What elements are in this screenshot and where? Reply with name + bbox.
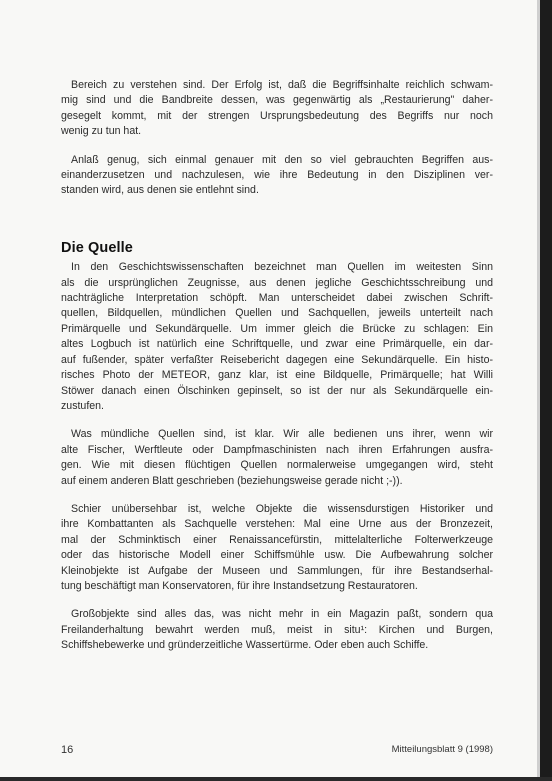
paragraph bbox=[61, 502, 493, 594]
text-line: In den Geschichtswissenschaften bezeichnet man Quellen im weitesten Sinn bbox=[71, 261, 493, 274]
text-line: Großobjekte sind alles das, was nicht mehr in ein Magazin paßt, sondern qua bbox=[71, 608, 493, 621]
text-line: ihre Kombattanten als Sachquelle verstehen: Mal eine Urne aus der Bronzezeit, bbox=[61, 518, 493, 531]
text-line: quellen, Bildquellen, mündlichen Quellen und Sachquellen, jeweils unterteilt nach bbox=[61, 307, 493, 320]
page-number: 16 bbox=[61, 744, 74, 756]
text-line: oder das historische Modell einer Schiffsmühle usw. Die Aufbewahrung solcher bbox=[61, 549, 493, 562]
scan-border-bottom bbox=[0, 777, 552, 781]
section-heading: Die Quelle bbox=[61, 239, 133, 256]
text-line: altes Logbuch ist natürlich eine Schriftquelle, und zwar eine Primärquelle, ein dar- bbox=[61, 338, 493, 351]
text-line: Anlaß genug, sich einmal genauer mit den so viel gebrauchten Begriffen aus- bbox=[71, 153, 493, 166]
article-body bbox=[61, 78, 493, 654]
text-line: auf fußender, später verfaßter Reisebericht dagegen eine Sekundärquelle. Ein histo- bbox=[61, 353, 493, 366]
paragraph bbox=[61, 153, 493, 199]
text-line: standen wird, aus denen sie entlehnt sind. bbox=[61, 184, 259, 197]
text-line: mal der Schminktisch einer Renaissancefürstin, mittelalterliche Folterwerkzeuge bbox=[61, 533, 493, 546]
text-line: Stöwer danach einen Ölschinken gepinselt, so ist der nur als Sekundärquelle ein- bbox=[61, 384, 493, 397]
text-line: Schiffshebewerke und gründerzeitliche Wassertürme. Oder eben auch Schiffe. bbox=[61, 639, 429, 652]
text-line: Bereich zu verstehen sind. Der Erfolg ist, daß die Begriffsinhalte reichlich schwam- bbox=[71, 79, 493, 91]
text-line: nachträgliche Interpretation schöpft. Man unterscheidet dabei zwischen Schrift- bbox=[61, 292, 493, 305]
text-line: Was mündliche Quellen sind, ist klar. Wir alle bedienen uns ihrer, wenn wir bbox=[71, 428, 493, 441]
text-line: einanderzusetzen und nachzulesen, wie ihre Bedeutung in den Disziplinen ver- bbox=[61, 169, 493, 182]
text-line: alte Fischer, Werftleute oder Dampfmaschinisten nach ihren Erfahrungen ausfra- bbox=[61, 443, 493, 456]
text-line: tung beschäftigt man Konservatoren, für ihre Instandsetzung Restauratoren. bbox=[61, 579, 418, 592]
scan-border-right bbox=[540, 0, 552, 781]
text-line: risches Photo der METEOR, ganz klar, ist eine Bildquelle, Primärquelle; hat Willi bbox=[61, 369, 493, 382]
text-line: gen. Wie mit diesen flüchtigen Quellen normalerweise umgegangen wird, steht bbox=[61, 459, 493, 472]
journal-reference: Mitteilungsblatt 9 (1998) bbox=[391, 744, 493, 755]
paragraph bbox=[61, 427, 493, 489]
text-line: wenig zu tun hat. bbox=[61, 125, 142, 138]
text-line: Freilanderhaltung bewahrt werden muß, meist in situ¹: Kirchen und Burgen, bbox=[61, 623, 493, 636]
text-line: mig sind und die Bandbreite dessen, was gegenwärtig als „Restaurierung" daher- bbox=[61, 94, 493, 107]
text-line: Schier unübersehbar ist, welche Objekte die wissensdurstigen Historiker und bbox=[71, 502, 493, 515]
paragraph bbox=[61, 260, 493, 414]
text-line: auf einem anderen Blatt geschrieben (beziehungsweise gerade nicht ;-)). bbox=[61, 474, 403, 487]
paragraph bbox=[61, 607, 493, 653]
text-line: zustufen. bbox=[61, 399, 104, 412]
text-line: als die ursprünglichen Zeugnisse, aus denen jegliche Geschichtsschreibung und bbox=[61, 276, 493, 289]
paragraph bbox=[61, 78, 493, 140]
text-line: gesegelt kommt, mit der strengen Ursprungsbedeutung des Begriffs nur noch bbox=[61, 109, 493, 122]
text-line: Kleinobjekte ist Aufgabe der Museen und Sammlungen, für ihre Bestandserhal- bbox=[61, 564, 493, 577]
text-line: Primärquelle und Sekundärquelle. Um immer gleich die Brücke zu schlagen: Ein bbox=[61, 322, 493, 335]
